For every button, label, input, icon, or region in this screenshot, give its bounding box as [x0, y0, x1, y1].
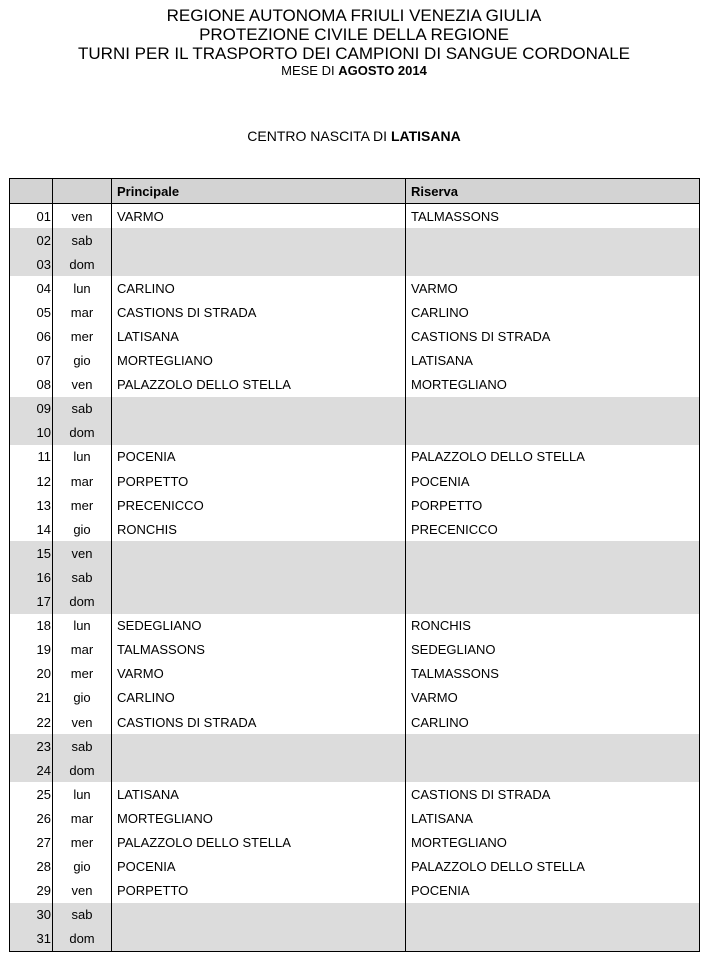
weekday-cell: mar [53, 638, 112, 662]
table-row [10, 397, 700, 421]
riserva-cell: CARLINO [411, 304, 469, 320]
day-cell: 10 [10, 421, 53, 445]
principale-cell: CARLINO [112, 276, 406, 300]
table-row [10, 927, 700, 952]
header-month [0, 63, 708, 79]
table-row [10, 758, 700, 782]
riserva-cell: POCENIA [411, 883, 470, 899]
table-row [10, 855, 700, 879]
principale-cell: PALAZZOLO DELLO STELLA [112, 830, 406, 854]
table-row [10, 349, 700, 373]
weekday-cell: ven [53, 710, 112, 734]
principale-cell: CARLINO [112, 686, 406, 710]
day-cell: 07 [10, 349, 53, 373]
table-row [10, 806, 700, 830]
table-row [10, 590, 700, 614]
centro-nascita [0, 128, 708, 144]
table-row [10, 879, 700, 903]
day-cell: 17 [10, 590, 53, 614]
weekday-cell: lun [53, 276, 112, 300]
riserva-cell [406, 397, 700, 421]
document-header [0, 6, 708, 79]
day-cell: 18 [10, 614, 53, 638]
weekday-cell: sab [53, 397, 112, 421]
day-cell: 06 [10, 324, 53, 348]
header-principale: Principale [112, 179, 406, 204]
weekday-cell: dom [53, 758, 112, 782]
riserva-cell: LATISANA [411, 810, 473, 826]
day-cell: 30 [10, 903, 53, 927]
table-row [10, 324, 700, 348]
day-cell: 12 [10, 469, 53, 493]
table-row [10, 517, 700, 541]
principale-cell: VARMO [112, 204, 406, 229]
principale-cell [112, 541, 406, 565]
riserva-cell [406, 758, 700, 782]
table-row [10, 734, 700, 758]
riserva-cell [406, 927, 700, 952]
header-riserva: Riserva [406, 179, 700, 204]
day-cell: 08 [10, 373, 53, 397]
header-title: TURNI PER IL TRASPORTO DEI CAMPIONI DI SANGUE CORDONALE [78, 44, 630, 63]
riserva-cell: PORPETTO [411, 497, 483, 513]
riserva-cell [406, 565, 700, 589]
table-row [10, 228, 700, 252]
day-cell: 09 [10, 397, 53, 421]
weekday-cell: sab [53, 228, 112, 252]
riserva-cell [406, 252, 700, 276]
principale-cell: PORPETTO [112, 469, 406, 493]
day-cell: 13 [10, 493, 53, 517]
turni-table [9, 178, 700, 952]
table-row [10, 710, 700, 734]
principale-cell: SEDEGLIANO [112, 614, 406, 638]
table-row [10, 204, 700, 229]
riserva-cell [406, 541, 700, 565]
riserva-cell [406, 903, 700, 927]
day-cell: 21 [10, 686, 53, 710]
principale-cell [112, 758, 406, 782]
weekday-cell: mar [53, 300, 112, 324]
riserva-cell: RONCHIS [411, 618, 471, 634]
riserva-cell: MORTEGLIANO [411, 377, 507, 393]
table-row [10, 830, 700, 854]
weekday-cell: gio [53, 517, 112, 541]
principale-cell [112, 927, 406, 952]
day-cell: 27 [10, 830, 53, 854]
table-row [10, 662, 700, 686]
weekday-cell: gio [53, 686, 112, 710]
day-cell: 26 [10, 806, 53, 830]
day-cell: 05 [10, 300, 53, 324]
header-protezione-civile: PROTEZIONE CIVILE DELLA REGIONE [199, 25, 509, 44]
table-row [10, 276, 700, 300]
weekday-cell: dom [53, 590, 112, 614]
weekday-cell: sab [53, 734, 112, 758]
table-row [10, 686, 700, 710]
weekday-cell: dom [53, 252, 112, 276]
table-row [10, 638, 700, 662]
principale-cell: CASTIONS DI STRADA [112, 710, 406, 734]
weekday-cell: sab [53, 903, 112, 927]
month-value: AGOSTO 2014 [338, 63, 427, 78]
principale-cell: CASTIONS DI STRADA [112, 300, 406, 324]
principale-cell: MORTEGLIANO [112, 349, 406, 373]
principale-cell: POCENIA [112, 855, 406, 879]
centro-name: LATISANA [390, 128, 461, 144]
day-cell: 11 [10, 445, 53, 469]
principale-cell: PALAZZOLO DELLO STELLA [112, 373, 406, 397]
weekday-cell: gio [53, 855, 112, 879]
day-cell: 02 [10, 228, 53, 252]
weekday-cell: gio [53, 349, 112, 373]
weekday-cell: mer [53, 493, 112, 517]
principale-cell: PRECENICCO [112, 493, 406, 517]
principale-cell [112, 903, 406, 927]
principale-cell [112, 565, 406, 589]
header-day [10, 179, 53, 204]
table-row [10, 469, 700, 493]
table-header-row [10, 179, 700, 204]
principale-cell: RONCHIS [112, 517, 406, 541]
month-prefix: MESE DI [281, 63, 339, 78]
principale-cell: LATISANA [112, 782, 406, 806]
table-row [10, 252, 700, 276]
table-row [10, 445, 700, 469]
day-cell: 22 [10, 710, 53, 734]
day-cell: 14 [10, 517, 53, 541]
principale-cell [112, 228, 406, 252]
table-row [10, 565, 700, 589]
weekday-cell: mar [53, 806, 112, 830]
day-cell: 25 [10, 782, 53, 806]
principale-cell: VARMO [112, 662, 406, 686]
weekday-cell: ven [53, 204, 112, 229]
riserva-cell: PALAZZOLO DELLO STELLA [411, 859, 585, 875]
riserva-cell: CASTIONS DI STRADA [411, 329, 551, 345]
day-cell: 01 [10, 204, 53, 229]
table-row [10, 493, 700, 517]
weekday-cell: lun [53, 445, 112, 469]
table-row [10, 541, 700, 565]
riserva-cell: CARLINO [411, 714, 469, 730]
principale-cell [112, 397, 406, 421]
weekday-cell: ven [53, 373, 112, 397]
weekday-cell: dom [53, 927, 112, 952]
day-cell: 20 [10, 662, 53, 686]
centro-prefix: CENTRO NASCITA DI [247, 128, 391, 144]
weekday-cell: mer [53, 662, 112, 686]
weekday-cell: lun [53, 614, 112, 638]
principale-cell [112, 590, 406, 614]
riserva-cell: SEDEGLIANO [411, 642, 496, 658]
day-cell: 15 [10, 541, 53, 565]
header-weekday [53, 179, 112, 204]
day-cell: 16 [10, 565, 53, 589]
principale-cell [112, 734, 406, 758]
day-cell: 29 [10, 879, 53, 903]
riserva-cell: TALMASSONS [411, 666, 499, 682]
day-cell: 31 [10, 927, 53, 952]
riserva-cell: CASTIONS DI STRADA [411, 786, 551, 802]
principale-cell [112, 421, 406, 445]
weekday-cell: dom [53, 421, 112, 445]
riserva-cell [406, 228, 700, 252]
riserva-cell: VARMO [411, 280, 458, 296]
riserva-cell [406, 734, 700, 758]
riserva-cell [406, 590, 700, 614]
riserva-cell: TALMASSONS [411, 208, 499, 224]
table-row [10, 903, 700, 927]
table-body [10, 204, 700, 952]
weekday-cell: sab [53, 565, 112, 589]
table-row [10, 373, 700, 397]
header-region: REGIONE AUTONOMA FRIULI VENEZIA GIULIA [166, 6, 542, 25]
weekday-cell: lun [53, 782, 112, 806]
riserva-cell: MORTEGLIANO [411, 834, 507, 850]
weekday-cell: ven [53, 879, 112, 903]
weekday-cell: mer [53, 324, 112, 348]
day-cell: 04 [10, 276, 53, 300]
table-row [10, 300, 700, 324]
principale-cell: PORPETTO [112, 879, 406, 903]
weekday-cell: ven [53, 541, 112, 565]
table-row [10, 782, 700, 806]
riserva-cell: VARMO [411, 690, 458, 706]
day-cell: 24 [10, 758, 53, 782]
principale-cell [112, 252, 406, 276]
riserva-cell: POCENIA [411, 473, 470, 489]
principale-cell: TALMASSONS [112, 638, 406, 662]
principale-cell: LATISANA [112, 324, 406, 348]
table-row [10, 614, 700, 638]
riserva-cell: LATISANA [411, 353, 473, 369]
principale-cell: POCENIA [112, 445, 406, 469]
riserva-cell [406, 421, 700, 445]
day-cell: 19 [10, 638, 53, 662]
riserva-cell: PRECENICCO [411, 521, 498, 537]
riserva-cell: PALAZZOLO DELLO STELLA [411, 449, 585, 465]
weekday-cell: mar [53, 469, 112, 493]
day-cell: 23 [10, 734, 53, 758]
principale-cell: MORTEGLIANO [112, 806, 406, 830]
weekday-cell: mer [53, 830, 112, 854]
day-cell: 03 [10, 252, 53, 276]
table-row [10, 421, 700, 445]
day-cell: 28 [10, 855, 53, 879]
